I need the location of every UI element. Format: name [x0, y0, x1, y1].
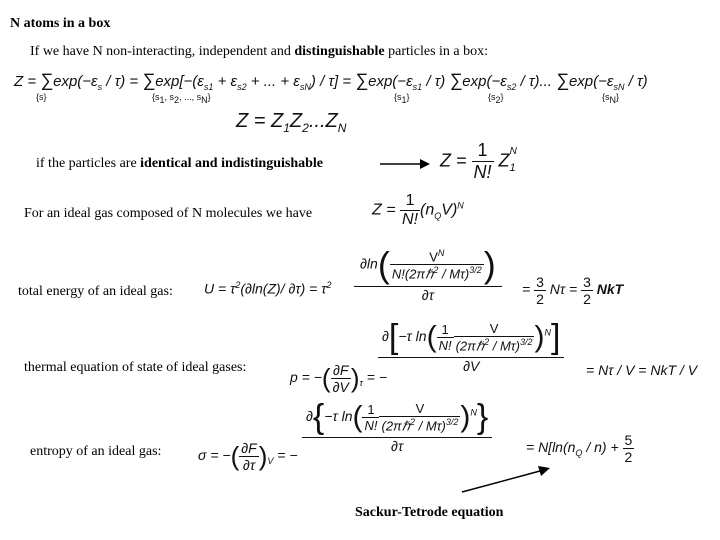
state-line: thermal equation of state of ideal gases: — [24, 360, 247, 375]
intro-emph: distinguishable — [294, 44, 385, 59]
entropy-line: entropy of an ideal gas: — [30, 444, 162, 459]
arrow-to-sackur-icon — [460, 466, 550, 496]
right-arrow-icon — [380, 158, 430, 170]
identical-line — [36, 156, 323, 172]
ideal-gas-line: For an ideal gas composed of N molecules we have — [24, 206, 313, 221]
identical-emph: identical and indistinguishable — [140, 156, 324, 171]
intro-suffix: particles in a box: — [384, 44, 489, 59]
intro-line — [30, 44, 488, 60]
product-equation: $Z = Z_1Z_2...Z_N$ — [236, 110, 347, 135]
ideal-gas-equation: Z = $\frac{1}{N!}$ $(n_QV)^N$ — [372, 192, 464, 228]
sackur-tetrode-label: Sackur-Tetrode equation — [355, 505, 504, 520]
energy-line: total energy of an ideal gas: — [18, 284, 173, 299]
intro-prefix: If we have N non-interacting, independent and — [30, 44, 295, 59]
identical-prefix: if the particles are — [36, 156, 141, 171]
partition-sum-equation: $Z = \sum\exp(-\varepsilon_s / \tau) = \sum\exp[-(\varepsilon_{s1} + \varepsilon_{s2}$ + ... + $\varepsilon_{sN}) / \tau] = \sum\exp(-\varepsilon_{s1} / \tau)$ $\sum\exp(-\varepsilon_{s2} / \tau)$... $\sum\exp(-\varepsilon_{sN} / \tau)$ {s} {$s_1$, $s_2$, ..., $s_N$} $\{s_1\}$ $\{s_2\}$ $\{s_N\}$ — [14, 70, 648, 105]
indistinguishable-equation: Z = $\frac{1}{N!}$ $Z_1^N$ — [440, 140, 517, 182]
page-title: N atoms in a box — [10, 16, 111, 31]
